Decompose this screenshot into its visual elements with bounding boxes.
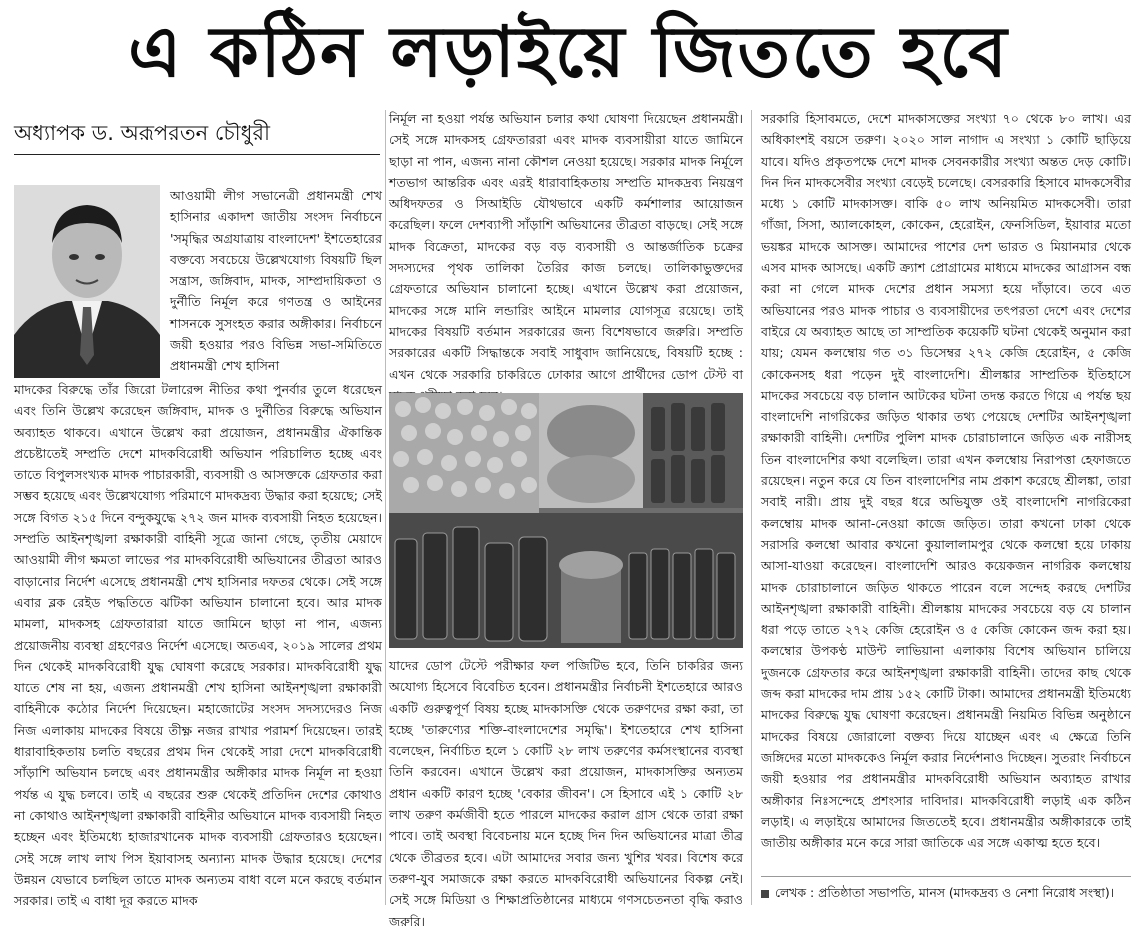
column-3 — [761, 108, 1131, 870]
author-portrait — [14, 185, 160, 378]
column-divider — [385, 110, 386, 905]
byline: অধ্যাপক ড. অরূপরতন চৌধুরী — [14, 112, 380, 155]
column-2-bottom — [389, 655, 743, 929]
footnote-text: লেখক : প্রতিষ্ঠাতা সভাপতি, মানস (মাদকদ্রব্য ও নেশা নিরোধ সংস্থা)। — [775, 885, 1115, 900]
drug-seizure-photo — [389, 393, 743, 648]
column-1 — [14, 379, 382, 909]
column-1-text: মাদকের বিরুদ্ধে তাঁর জিরো টলারেন্স নীতির কথা পুনর্বার তুলে ধরেছেন এবং তিনি উল্লেখ করেছেন জঙ্গিবাদ, মাদক ও দুর্নীতির বিরুদ্ধে অভিযান অব্যাহত থাকবে। এখানে উল্লেখ করা প্রয়োজন, প্রধানমন্ত্রীর ঐকান্তিক প্রচেষ্টাতেই সম্প্রতি দেশে মাদকবিরোধী অভিযান পরিচালিত হচ্ছে এবং তাতে বিপুলসংখ্যক মাদক পাচারকারী, ব্যবসায়ী ও আসক্তকে গ্রেফতার করা সম্ভব হয়েছে এবং উল্লেখযোগ্য পরিমাণে মাদকদ্রব্য উদ্ধার করা হয়েছে; সেই সঙ্গে বিগত ২১৫ দিনে বন্দুকযুদ্ধে ২৭২ জন মাদক ব্যবসায়ী নিহত হয়েছেন। সম্প্রতি আইনশৃঙ্খলা রক্ষাকারী বাহিনী সূত্রে জানা গেছে, তৃতীয় মেয়াদে আওয়ামী লীগ ক্ষমতা লাভের পর মাদকবিরোধী অভিযানের তীব্রতা আরও বাড়ানোর নির্দেশ এসেছে প্রধানমন্ত্রী শেখ হাসিনার দফতর থেকে। সেই সঙ্গে এবার ব্লক রেইড পদ্ধতিতে ঝটিকা অভিযান চালানো হবে। আর মাদক মামলা, মাদকসহ গ্রেফতারারা যাতে জামিনে ছাড়া না পান, এজন্য প্রয়োজনীয় ব্যবস্থা গ্রহণেরও নির্দেশ এসেছে। অতএব, ২০১৯ সালের প্রথম দিন থেকেই মাদকবিরোধী যুদ্ধ ঘোষণা করেছে সরকার। মাদকবিরোধী যুদ্ধ যাতে শেষ না হয়, এজন্য প্রধানমন্ত্রী শেখ হাসিনা আইনশৃঙ্খলা রক্ষাকারী বাহিনীকে কঠোর নির্দেশ দিয়েছেন। মহাজোটের সংসদ সদস্যদেরও নিজ নিজ এলাকায় মাদকের বিষয়ে তীক্ষ্ণ নজর রাখার পরামর্শ দিয়েছেন। তারই ধারাবাহিকতায় চলতি বছরের প্রথম দিন থেকেই সারা দেশে মাদকবিরোধী সাঁড়াশি অভিযান চলছে এবং প্রধানমন্ত্রীর অঙ্গীকার মাদক নির্মূল না হওয়া পর্যন্ত এ যুদ্ধ চলবে। তাই এ বছরের শুরু থেকেই প্রতিদিন দেশের কোথাও না কোথাও আইনশৃঙ্খলা রক্ষাকারী বাহিনীর অভিযানে মাদক ব্যবসায়ী নিহত হচ্ছেন এবং ইতিমধ্যে হাজারখানেক মাদক ব্যবসায়ী গ্রেফতারও হয়েছেন। সেই সঙ্গে লাখ লাখ পিস ইয়াবাসহ অন্যান্য মাদক উদ্ধার হয়েছে। দেশের উন্নয়ন যেভাবে চলছিল তাতে মাদক অন্যতম বাধা বলে মনে করছে বর্তমান সরকার। তাই এ বাধা দূর করতে মাদক — [14, 382, 382, 909]
column-1-wrap-text: আওয়ামী লীগ সভানেত্রী প্রধানমন্ত্রী শেখ হাসিনার একাদশ জাতীয় সংসদ নির্বাচনে 'সমৃদ্ধির অগ্রযাত্রায় বাংলাদেশ' ইশতেহারের বক্তব্যে সবচেয়ে উল্লেখযোগ্য বিষয়টি ছিল সন্ত্রাস, জঙ্গিবাদ, মাদক, সাম্প্রদায়িকতা ও দুর্নীতি নির্মূল করে গণতন্ত্র ও আইনের শাসনকে সুসংহত করার অঙ্গীকার। নির্বাচনে জয়ী হওয়ার পরও বিভিন্ন সভা-সমিতিতে প্রধানমন্ত্রী শেখ হাসিনা — [170, 188, 382, 374]
column-1-wrap — [170, 185, 382, 379]
column-2-top — [389, 108, 743, 386]
footnote-separator — [761, 876, 1131, 877]
author-footnote — [761, 880, 1131, 906]
column-3-text: সরকারি হিসাবমতে, দেশে মাদকাসক্তের সংখ্যা ৭০ থেকে ৮০ লাখ। এর অধিকাংশই বয়সে তরুণ। ২০২০ সাল নাগাদ এ সংখ্যা ১ কোটি ছাড়িয়ে যাবে। যদিও প্রকৃতপক্ষে দেশে মাদক সেবনকারীর সংখ্যা অন্তত দেড় কোটি। দিন দিন মাদকসেবীর সংখ্যা বেড়েই চলেছে। বেসরকারি হিসাবে মাদকসেবীর মধ্যে ১ কোটি মাদকাসক্ত। বাকি ৫০ লাখ অনিয়মিত মাদকসেবী। তারা গাঁজা, সিসা, অ্যালকোহল, কোকেন, হেরোইন, ফেনসিডিল, ইয়াবার মতো ভয়ঙ্কর মাদকে আসক্ত। আমাদের পাশের দেশ ভারত ও মিয়ানমার থেকে এসব মাদক আসছে। একটি ক্র্যাশ প্রোগ্রামের মাধ্যমে মাদকের আগ্রাসন বন্ধ করা না গেলে মাদক দেশের প্রধান সমস্যা হয়ে দাঁড়াবে। তবে এত অভিযানের পরও মাদক পাচার ও ব্যবসায়ীদের তৎপরতা দেশে এবং দেশের বাইরে যে অব্যাহত আছে তা সাম্প্রতিক কয়েকটি ঘটনা থেকেই অনুমান করা যায়; যেমন কলম্বোয় গত ৩১ ডিসেম্বর ২৭২ কেজি হেরোইন, ৫ কেজি কোকেনসহ ধরা পড়েন দুই বাংলাদেশি। শ্রীলঙ্কার সাম্প্রতিক ইতিহাসে মাদকের সবচেয়ে বড় চালান আটকের ঘটনা তদন্ত করতে গিয়ে এ পর্যন্ত ছয় বাংলাদেশি নাগরিকের জড়িত থাকার তথ্য পেয়েছে দেশটির আইনশৃঙ্খলা রক্ষাকারী বাহিনী। দেশটির পুলিশ মাদক চোরাচালানে জড়িত এক নারীসহ তিন বাংলাদেশির কথা বলেছিল। তারা এখন কলম্বোয় নিরাপত্তা হেফাজতে রয়েছেন। নতুন করে যে তিন বাংলাদেশির নাম প্রকাশ করেছে শ্রীলঙ্কা, তারা সবাই নারী। প্রায় দুই বছর ধরে অভিযুক্ত ওই বাংলাদেশি নাগরিকেরা কলম্বোয় মাদক আনা-নেওয়া কাজে জড়িত। তারা কখনো ঢাকা থেকে সরাসরি কলম্বো আবার কখনো কুয়ালালামপুর থেকে কলম্বো হয়ে ঢাকায় আসা-যাওয়া করেছেন। বাংলাদেশি আরও কয়েকজন নাগরিক কলম্বোয় মাদক চোরাচালানে জড়িত থাকতে পারেন বলে সন্দেহ করছে দেশটির আইনশৃঙ্খলা রক্ষাকারী বাহিনী। শ্রীলঙ্কায় মাদকের সবচেয়ে বড় যে চালান ধরা পড়ে তাতে ২৭২ কেজি হেরোইন ও ৫ কেজি কোকেন জব্দ করা হয়। কলম্বোর উপকণ্ঠ মাউন্ট লাভিয়ানা এলাকায় বিশেষ অভিযান চালিয়ে দুজনকে গ্রেফতার করে আইনশৃঙ্খলা রক্ষাকারী বাহিনী। তাদের কাছ থেকে জব্দ করা মাদকের দাম প্রায় ১৫২ কোটি টাকা। আমাদের প্রধানমন্ত্রী ইতিমধ্যে মাদকের বিরুদ্ধে যুদ্ধ ঘোষণা করেছেন। প্রধানমন্ত্রী নিয়মিত বিভিন্ন অনুষ্ঠানে মাদকের বিষয়ে জোরালো বক্তব্য দিয়ে যাচ্ছেন এবং এ ক্ষেত্রে তিনি জঙ্গিদের মতো মাদককেও নির্মূল করার নির্দেশনাও দিচ্ছেন। সুতরাং নির্বাচনে জয়ী হওয়ার পর প্রধানমন্ত্রীর মাদকবিরোধী অভিযান অব্যাহত রাখার অঙ্গীকার নিঃসন্দেহে প্রশংসার দাবিদার। মাদকবিরোধী লড়াই এক কঠিন লড়াই। এ লড়াইয়ে আমাদের জিততেই হবে। প্রধানমন্ত্রীর অঙ্গীকারকে তাই জাতীয় অঙ্গীকার মনে করে সারা জাতিকে এর সঙ্গে একাত্ম হতে হবে। — [761, 111, 1131, 851]
column-2-bottom-text: যাদের ডোপ টেস্টে পরীক্ষার ফল পজিটিভ হবে, তিনি চাকরির জন্য অযোগ্য হিসেবে বিবেচিত হবেন। প্রধানমন্ত্রীর নির্বাচনী ইশতেহারে আরও একটি গুরুত্বপূর্ণ বিষয় হচ্ছে মাদকাসক্তি থেকে তরুণদের রক্ষা করা, তা হচ্ছে 'তারুণ্যের শক্তি-বাংলাদেশের সমৃদ্ধি'। ইশতেহারে শেখ হাসিনা বলেছেন, নির্বাচিত হলে ১ কোটি ২৮ লাখ তরুণের কর্মসংস্থানের ব্যবস্থা তিনি করবেন। এখানে উল্লেখ করা প্রয়োজন, মাদকাসক্তির অন্যতম প্রধান একটি কারণ হচ্ছে 'বেকার জীবন'। সে হিসাবে এই ১ কোটি ২৮ লাখ তরুণ কর্মজীবী হতে পারলে মাদকের করাল গ্রাস থেকে তারা রক্ষা পাবে। তাই অবস্থা বিবেচনায় মনে হচ্ছে দিন দিন অভিযানের মাত্রা তীব্র থেকে তীব্রতর হবে। এটা আমাদের সবার জন্য খুশির খবর। বিশেষ করে তরুণ-যুব সমাজকে রক্ষা করতে মাদকবিরোধী অভিযানের বিকল্প নেই। সেই সঙ্গে মিডিয়া ও শিক্ষাপ্রতিষ্ঠানের মাধ্যমে গণসচেতনতা বৃদ্ধি করাও জরুরি। — [389, 658, 743, 929]
bullet-square-icon — [761, 890, 769, 898]
column-divider — [751, 110, 752, 905]
column-2-top-text: নির্মূল না হওয়া পর্যন্ত অভিযান চলার কথা ঘোষণা দিয়েছেন প্রধানমন্ত্রী। সেই সঙ্গে মাদকসহ গ্রেফতাররা এবং মাদক ব্যবসায়ীরা যাতে জামিনে ছাড়া না পান, এজন্য নানা কৌশল নেওয়া হয়েছে। সরকার মাদক নির্মূলে শতভাগ আন্তরিক এবং এরই ধারাবাহিকতায় সম্প্রতি মাদকদ্রব্য নিয়ন্ত্রণ অধিদফতর ও সিআইডি যৌথভাবে একটি কর্মশালার আয়োজন করেছিল। ফলে দেশব্যাপী সাঁড়াশি অভিযানের তীব্রতা বাড়ছে। সেই সঙ্গে মাদক বিক্রেতা, মাদকের বড় বড় ব্যবসায়ী ও আন্তর্জাতিক চক্রের সদস্যদের পৃথক তালিকা তৈরির কাজ চলছে। তালিকাভুক্তদের গ্রেফতারে অভিযান চালানো হচ্ছে। এখানে উল্লেখ করা প্রয়োজন, মাদকের সঙ্গে মানি লন্ডারিং আইনে মামলার যোগসূত্র রয়েছে। তাই মাদকের বিষয়টি বর্তমান সরকারের জন্য বিশেষভাবে জরুরি। সম্প্রতি সরকারের একটি সিদ্ধান্তকে সবাই সাধুবাদ জানিয়েছে, বিষয়টি হচ্ছে : এখন থেকে সরকারি চাকরিতে ঢোকার আগে প্রার্থীদের ডোপ টেস্ট বা — [389, 111, 743, 382]
headline: এ কঠিন লড়াইয়ে জিততে হবে — [128, 11, 1009, 93]
